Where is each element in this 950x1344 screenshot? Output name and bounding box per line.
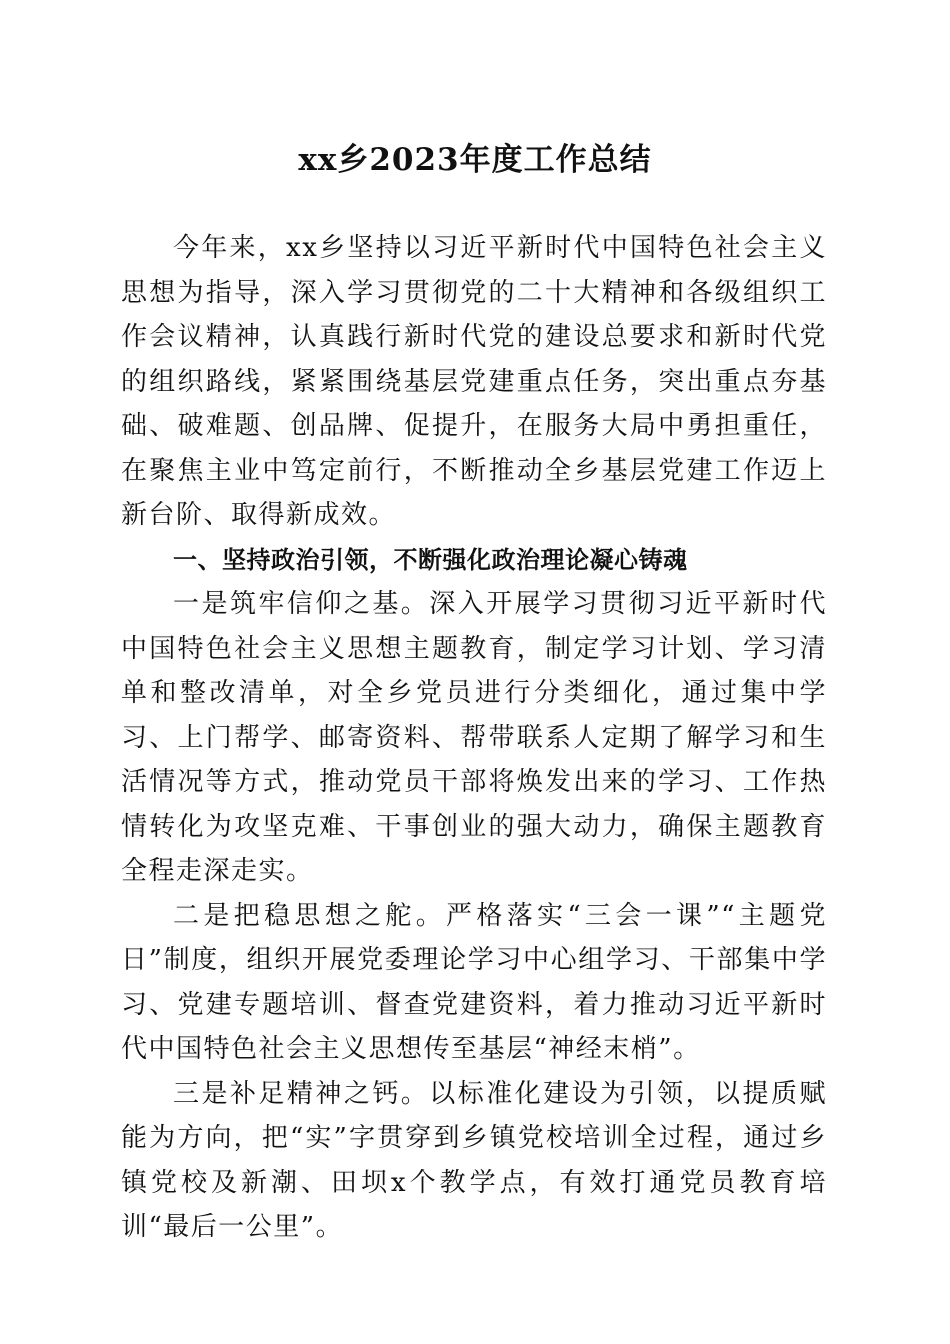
paragraph-2 (121, 894, 827, 1072)
intro-paragraph: 今年来，xx乡坚持以习近平新时代中国特色社会主义思想为指导，深入学习贯彻党的二十大精神和各级组织工作会议精神，认真践行新时代党的建设总要求和新时代党的组织路线，紧紧围绕基层党建重点任务，突出重点夯基础、破难题、创品牌、促提升，在服务大局中勇担重任，在聚焦主业中笃定前行，不断推动全乡基层党建工作迈上新台阶、取得新成效。 (121, 233, 827, 530)
paragraph-2-body: 严格落实“三会一课”“主题党日”制度，组织开展党委理论学习中心组学习、干部集中学习、党建专题培训、督查党建资料，着力推动习近平新时代中国特色社会主义思想传至基层“神经末梢”。 (121, 900, 827, 1064)
paragraph-3 (121, 1072, 827, 1250)
section-heading: 一、坚持政治引领，不断强化政治理论凝心铸魂 (173, 545, 688, 574)
paragraph-3-lead: 三是补足精神之钙。 (173, 1078, 430, 1109)
paragraph-1 (121, 582, 827, 894)
paragraph-1-body: 深入开展学习贯彻习近平新时代中国特色社会主义思想主题教育，制定学习计划、学习清单和整改清单，对全乡党员进行分类细化，通过集中学习、上门帮学、邮寄资料、帮带联系人定期了解学习和生活情况等方式，推动党员干部将焕发出来的学习、工作热情转化为攻坚克难、干事创业的强大动力，确保主题教育全程走深走实。 (121, 589, 827, 886)
paragraph-1-lead: 一是筑牢信仰之基。 (173, 589, 430, 619)
paragraph-2-lead: 二是把稳思想之舵。 (173, 900, 447, 931)
document-body (121, 226, 827, 1250)
document-title: xx乡2023年度工作总结 (298, 142, 652, 178)
paragraph-3-body: 以标准化建设为引领，以提质赋能为方向，把“实”字贯穿到乡镇党校培训全过程，通过乡镇党校及新潮、田坝x个教学点，有效打通党员教育培训“最后一公里”。 (121, 1078, 827, 1242)
